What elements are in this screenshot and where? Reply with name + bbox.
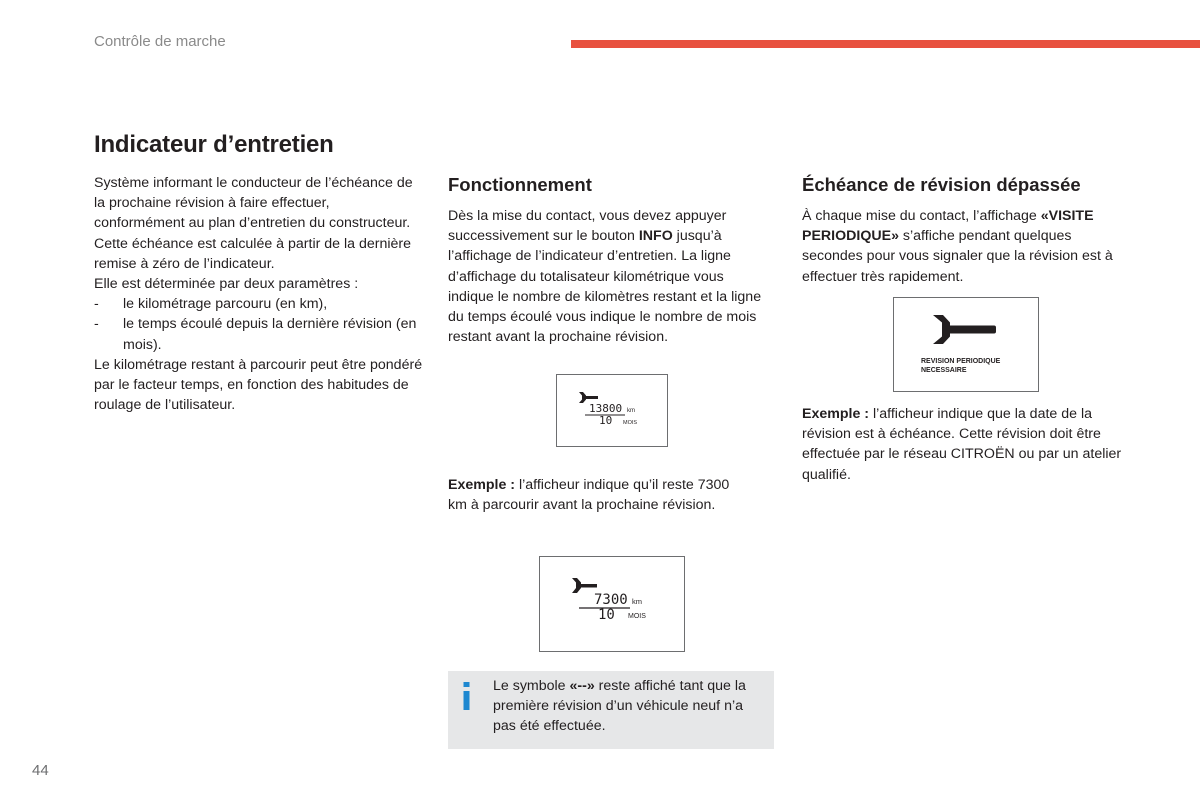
display-example-13800 <box>556 374 668 447</box>
left-column <box>94 173 424 415</box>
text-run: s’affiche pendant quelques secondes pour vous signaler que la révision est à effectuer très rapidement. <box>802 228 1113 285</box>
text-run: Dès la mise du contact, vous devez appuyer successivement sur le bouton <box>448 208 727 245</box>
display-months-value: 10 <box>598 607 615 623</box>
section-heading-operation: Fonctionnement <box>448 174 592 195</box>
parameters-paragraph: Elle est déterminée par deux paramètres : <box>94 276 359 293</box>
operation-paragraph <box>448 206 773 347</box>
text-run: l’afficheur indique que la date de la révision est à échéance. Cette révision doit être effectuée par le réseau CITROËN ou par un atelier qualifié. <box>802 406 1122 483</box>
display-km-unit: km <box>627 408 635 414</box>
display-km-value: 13800 <box>589 402 623 415</box>
text-run: jusqu’à l’affichage de l’indicateur d’entretien. La ligne d’affichage du totalisateur kilométrique vous indique le nombre de kilomètres restant et la ligne du temps écoulé vous indique le nombre de mois restant avant la prochaine révision. <box>448 228 762 346</box>
bullet-text: le kilométrage parcouru (en km), <box>123 296 328 313</box>
display-km-unit: km <box>632 597 642 606</box>
overdue-paragraph <box>802 206 1132 287</box>
bullet-item-km <box>94 294 424 314</box>
section-title: Contrôle de marche <box>94 33 226 50</box>
calculation-paragraph: Cette échéance est calculée à partir de la dernière remise à zéro de l’indicateur. <box>94 235 412 272</box>
section-heading-overdue: Échéance de révision dépassée <box>802 174 1081 195</box>
page-title: Indicateur d’entretien <box>94 131 334 158</box>
display-months-unit: MOIS <box>628 613 646 620</box>
bullet-text: le temps écoulé depuis la dernière révision (en mois). <box>123 316 417 353</box>
info-note <box>448 671 774 749</box>
display-revision-line2: NECESSAIRE <box>921 367 967 374</box>
example-label: Exemple : <box>448 477 516 493</box>
bullet-dash: - <box>94 316 99 333</box>
page-number: 44 <box>32 762 49 779</box>
symbol-text: «--» <box>569 678 595 694</box>
display-revision-line1: REVISION PERIODIQUE <box>921 358 1001 365</box>
text-run: À chaque mise du contact, l’affichage <box>802 208 1041 224</box>
periodic-visit-label: «VISITE PERIODIQUE» <box>802 208 1094 245</box>
info-note-text <box>493 676 763 737</box>
bullet-dash: - <box>94 296 99 313</box>
text-run: Le symbole <box>493 678 570 694</box>
example-paragraph-2 <box>802 404 1132 485</box>
display-km-value: 7300 <box>594 592 628 608</box>
display-months-value: 10 <box>599 414 613 427</box>
header-accent-bar <box>571 40 1200 48</box>
bullet-item-time <box>94 314 424 354</box>
text-run: l’afficheur indique qu’il reste 7300 km à parcourir avant la prochaine révision. <box>448 477 730 514</box>
display-months-unit: MOIS <box>623 420 638 426</box>
info-icon <box>462 682 472 710</box>
wrench-icon <box>933 315 996 344</box>
display-example-7300 <box>539 556 685 652</box>
example-paragraph-1 <box>448 475 738 515</box>
example-label: Exemple : <box>802 406 870 422</box>
info-button-name: INFO <box>638 228 673 245</box>
weighting-paragraph: Le kilométrage restant à parcourir peut être pondéré par le facteur temps, en fonction des habitudes de roulage de l’utilisateur. <box>94 356 423 414</box>
display-revision-due <box>893 297 1039 392</box>
intro-paragraph: Système informant le conducteur de l’échéance de la prochaine révision à faire effectuer, conformément au plan d’entretien du constructeur. <box>94 175 413 232</box>
text-run: reste affiché tant que la première révision d’un véhicule neuf n’a pas été effectuée. <box>493 678 746 735</box>
wrench-icon <box>572 578 597 593</box>
